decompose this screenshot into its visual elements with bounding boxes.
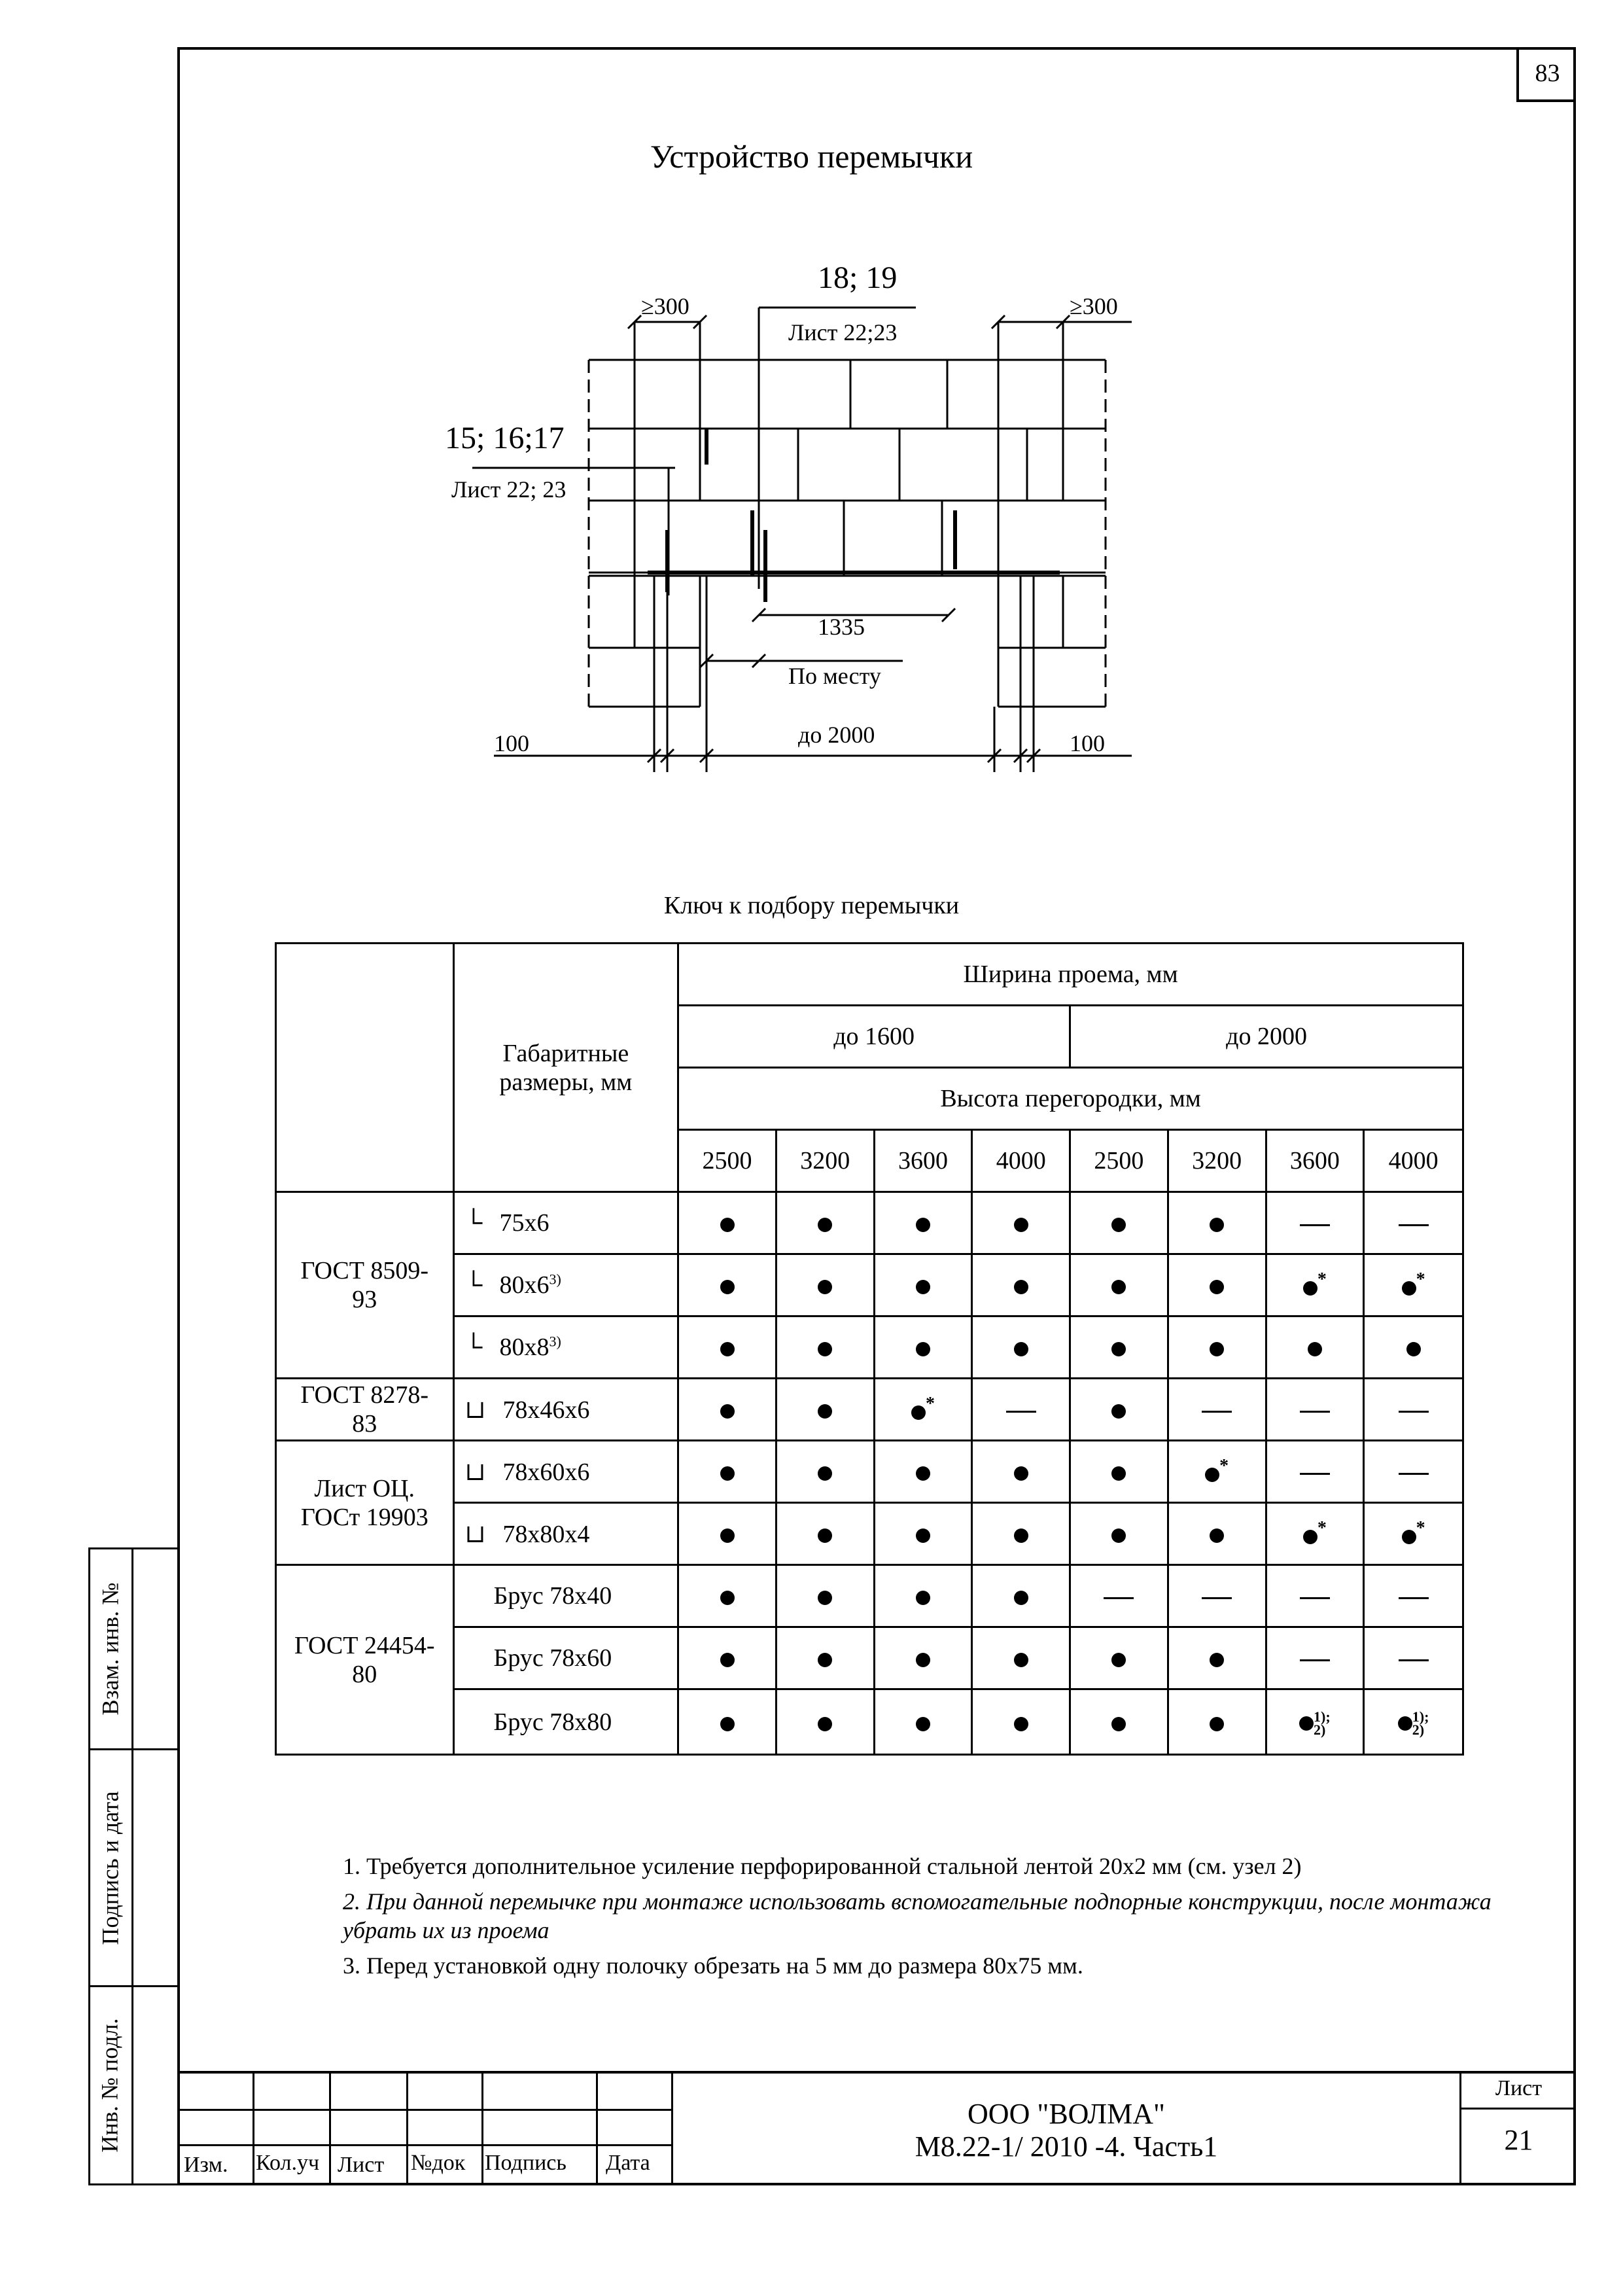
key-cell [1364, 1503, 1463, 1565]
applicable-dot [1014, 1653, 1028, 1667]
profile-label: Брус 78х60 [493, 1644, 612, 1672]
table-caption: Ключ к подбору перемычки [663, 892, 960, 919]
table-row [276, 1441, 1463, 1503]
key-cell [1266, 1441, 1364, 1503]
applicable-dot [818, 1404, 832, 1419]
applicable-dot [1014, 1528, 1028, 1543]
key-cell [1070, 1503, 1168, 1565]
profile-label: 80х6 [499, 1271, 550, 1299]
applicable-dot [720, 1528, 735, 1543]
key-cell [1168, 1316, 1266, 1379]
key-cell [1266, 1379, 1364, 1441]
angle-profile-icon: └ [464, 1209, 483, 1237]
profile-label: 78х80х4 [502, 1520, 590, 1548]
applicable-dot [1398, 1716, 1412, 1731]
channel-profile-icon: ⊔ [464, 1520, 486, 1548]
height-header: 3200 [776, 1130, 874, 1192]
height-header: 3600 [1266, 1130, 1364, 1192]
not-applicable-dash [1006, 1411, 1036, 1413]
callout-left-sheet: Лист 22; 23 [451, 476, 567, 503]
key-cell [1266, 1503, 1364, 1565]
not-applicable-dash [1202, 1597, 1232, 1599]
applicable-dot [1308, 1342, 1322, 1356]
key-cell [874, 1627, 972, 1689]
key-cell [874, 1503, 972, 1565]
asterisk-mark: * [1317, 1269, 1327, 1290]
applicable-dot [911, 1405, 926, 1420]
profile-cell [453, 1379, 678, 1441]
applicable-dot [1205, 1468, 1219, 1482]
key-cell [1266, 1627, 1364, 1689]
table-row [276, 1254, 1463, 1316]
dim-1335: 1335 [818, 614, 865, 640]
key-cell [1364, 1192, 1463, 1254]
profile-cell [453, 1254, 678, 1316]
dim-do-2000: до 2000 [798, 722, 875, 748]
key-cell [972, 1565, 1070, 1627]
key-cell [972, 1627, 1070, 1689]
applicable-dot [916, 1717, 930, 1731]
stamp-kol: Кол.уч [256, 2151, 320, 2175]
applicable-dot [916, 1528, 930, 1543]
key-cell [678, 1254, 777, 1316]
key-cell [776, 1192, 874, 1254]
profile-cell [453, 1503, 678, 1565]
applicable-dot [1111, 1653, 1126, 1667]
profile-cell [453, 1441, 678, 1503]
height-header: 4000 [972, 1130, 1070, 1192]
applicable-dot [1014, 1218, 1028, 1232]
key-cell [1070, 1192, 1168, 1254]
callout-top-sheet: Лист 22;23 [788, 319, 898, 345]
key-cell [1070, 1441, 1168, 1503]
callout-top: 18; 19 [818, 260, 898, 295]
applicable-dot [818, 1466, 832, 1481]
note-2: 2. При данной перемычке при монтаже использовать вспомогательные подпорные конструкции, после монтажа убрать их из проема [343, 1888, 1492, 1943]
stamp-sheet-label: Лист [1495, 2076, 1543, 2100]
key-cell [776, 1689, 874, 1755]
sidebar-vzam: Взам. инв. № [97, 1582, 123, 1716]
profile-footnote: 3) [549, 1271, 561, 1288]
applicable-dot [720, 1653, 735, 1667]
asterisk-mark: * [925, 1394, 935, 1415]
key-cell [1364, 1316, 1463, 1379]
asterisk-mark: * [1416, 1518, 1425, 1539]
table-body [276, 1192, 1463, 1755]
header-empty [276, 944, 454, 1192]
applicable-dot [916, 1466, 930, 1481]
applicable-dot [1014, 1280, 1028, 1294]
dim-100-right: 100 [1070, 730, 1105, 756]
applicable-dot [1402, 1281, 1416, 1296]
applicable-dot [1111, 1342, 1126, 1356]
key-cell [1266, 1254, 1364, 1316]
applicable-dot [720, 1717, 735, 1731]
key-cell [1364, 1565, 1463, 1627]
profile-footnote: 3) [549, 1333, 561, 1350]
applicable-dot [1210, 1218, 1224, 1232]
left-sidebar [88, 1547, 180, 2185]
profile-cell [453, 1316, 678, 1379]
asterisk-mark: * [1317, 1518, 1327, 1539]
applicable-dot [1014, 1717, 1028, 1731]
key-cell [972, 1689, 1070, 1755]
applicable-dot [818, 1717, 832, 1731]
applicable-dot [1303, 1530, 1318, 1544]
applicable-dot [1014, 1466, 1028, 1481]
applicable-dot [720, 1342, 735, 1356]
applicable-dot [818, 1591, 832, 1605]
applicable-dot [720, 1218, 735, 1232]
key-cell [874, 1316, 972, 1379]
table-row [276, 1565, 1463, 1627]
key-cell [874, 1565, 972, 1627]
profile-cell [453, 1565, 678, 1627]
note-3: 3. Перед установкой одну полочку обрезать на 5 мм до размера 80х75 мм. [343, 1952, 1083, 1979]
channel-profile-icon: ⊔ [464, 1458, 486, 1486]
key-cell [874, 1379, 972, 1441]
not-applicable-dash [1399, 1411, 1429, 1413]
sidebar-podpis: Подпись и дата [97, 1791, 124, 1945]
height-header: 3200 [1168, 1130, 1266, 1192]
not-applicable-dash [1300, 1597, 1330, 1599]
asterisk-mark: * [1416, 1269, 1425, 1290]
key-cell [1168, 1192, 1266, 1254]
not-applicable-dash [1399, 1597, 1429, 1599]
key-cell [1364, 1379, 1463, 1441]
applicable-dot [1210, 1342, 1224, 1356]
group-name: ГОСТ 8278-83 [276, 1379, 454, 1441]
profile-cell [453, 1627, 678, 1689]
footnote-mark [1412, 1710, 1429, 1737]
stamp-ndok: №док [411, 2151, 466, 2175]
stamp-podpis: Подпись [485, 2151, 567, 2175]
header-gabarit: Габаритные размеры, мм [453, 944, 678, 1192]
profile-label: 80х8 [499, 1333, 550, 1361]
applicable-dot [720, 1591, 735, 1605]
key-cell [1266, 1689, 1364, 1755]
height-header: 3600 [874, 1130, 972, 1192]
key-cell [1070, 1627, 1168, 1689]
applicable-dot [818, 1528, 832, 1543]
applicable-dot [1014, 1591, 1028, 1605]
applicable-dot [1111, 1280, 1126, 1294]
not-applicable-dash [1300, 1659, 1330, 1661]
applicable-dot [818, 1342, 832, 1356]
profile-cell [453, 1689, 678, 1755]
applicable-dot [916, 1218, 930, 1232]
header-height: Высота перегородки, мм [678, 1068, 1463, 1130]
height-header: 2500 [1070, 1130, 1168, 1192]
key-cell [972, 1503, 1070, 1565]
key-cell [678, 1379, 777, 1441]
dim-top-left: ≥300 [641, 293, 689, 319]
table-row [276, 1627, 1463, 1689]
key-cell [874, 1689, 972, 1755]
key-cell [1168, 1689, 1266, 1755]
table-row [276, 1316, 1463, 1379]
header-do2000: до 2000 [1070, 1006, 1463, 1068]
not-applicable-dash [1300, 1473, 1330, 1475]
key-cell [678, 1689, 777, 1755]
asterisk-mark: * [1219, 1456, 1229, 1477]
key-cell [1070, 1565, 1168, 1627]
callout-left: 15; 16;17 [445, 421, 565, 455]
key-cell [776, 1254, 874, 1316]
sidebar-inv: Инв. № подл. [97, 2018, 123, 2153]
applicable-dot [720, 1404, 735, 1419]
applicable-dot [1406, 1342, 1421, 1356]
height-header: 2500 [678, 1130, 777, 1192]
applicable-dot [1210, 1717, 1224, 1731]
key-cell [1364, 1689, 1463, 1755]
angle-profile-icon: └ [464, 1333, 483, 1361]
key-cell [1070, 1316, 1168, 1379]
table-row [276, 1379, 1463, 1441]
key-cell [776, 1627, 874, 1689]
key-cell [1168, 1565, 1266, 1627]
applicable-dot [1111, 1404, 1126, 1419]
lintel-key-table [275, 942, 1464, 1756]
key-cell [776, 1565, 874, 1627]
key-cell [678, 1192, 777, 1254]
footnote-1: 1); [1314, 1708, 1331, 1725]
group-name: Лист ОЦ. ГОСт 19903 [276, 1441, 454, 1565]
profile-label: 78х60х6 [502, 1458, 590, 1486]
lintel-drawing [419, 249, 1204, 785]
key-cell [1266, 1316, 1364, 1379]
applicable-dot [1111, 1466, 1126, 1481]
page-title: Устройство перемычки [650, 138, 973, 175]
key-cell [1266, 1565, 1364, 1627]
header-do1600: до 1600 [678, 1006, 1070, 1068]
stamp-data: Дата [606, 2151, 650, 2175]
key-cell [972, 1192, 1070, 1254]
stamp-org: ООО "ВОЛМА" [968, 2098, 1165, 2130]
key-cell [678, 1316, 777, 1379]
profile-cell [453, 1192, 678, 1254]
applicable-dot [818, 1218, 832, 1232]
stamp-list: Лист [338, 2153, 385, 2177]
applicable-dot [1210, 1653, 1224, 1667]
applicable-dot [916, 1591, 930, 1605]
applicable-dot [1014, 1342, 1028, 1356]
footnote-1: 1); [1412, 1708, 1429, 1725]
key-cell [874, 1192, 972, 1254]
channel-profile-icon: ⊔ [464, 1396, 486, 1424]
table-row [276, 1192, 1463, 1254]
key-cell [1364, 1441, 1463, 1503]
applicable-dot [916, 1280, 930, 1294]
angle-profile-icon: └ [464, 1271, 483, 1299]
footnote-2: 2) [1412, 1722, 1425, 1739]
key-cell [874, 1254, 972, 1316]
stamp-izm: Изм. [184, 2153, 228, 2177]
applicable-dot [916, 1342, 930, 1356]
profile-label: Брус 78х40 [493, 1582, 612, 1610]
applicable-dot [1210, 1528, 1224, 1543]
dim-top-right: ≥300 [1070, 293, 1118, 319]
not-applicable-dash [1104, 1597, 1134, 1599]
group-name: ГОСТ 8509-93 [276, 1192, 454, 1379]
notes [343, 1852, 1507, 1987]
title-block [177, 2071, 1576, 2185]
table-row [276, 1503, 1463, 1565]
key-cell [1070, 1689, 1168, 1755]
key-cell [972, 1316, 1070, 1379]
key-cell [678, 1503, 777, 1565]
not-applicable-dash [1399, 1473, 1429, 1475]
stamp-doc: М8.22-1/ 2010 -4. Часть1 [915, 2130, 1218, 2163]
applicable-dot [1111, 1218, 1126, 1232]
key-cell [972, 1441, 1070, 1503]
key-cell [776, 1316, 874, 1379]
applicable-dot [1210, 1280, 1224, 1294]
key-cell [678, 1627, 777, 1689]
not-applicable-dash [1202, 1411, 1232, 1413]
key-cell [1168, 1627, 1266, 1689]
profile-label: 78х46х6 [502, 1396, 590, 1424]
dim-po-mestu: По месту [788, 663, 881, 689]
profile-label: Брус 78х80 [493, 1708, 612, 1736]
key-cell [1266, 1192, 1364, 1254]
note-1: 1. Требуется дополнительное усиление перфорированной стальной лентой 20х2 мм (см. узел 2) [343, 1853, 1302, 1879]
not-applicable-dash [1399, 1659, 1429, 1661]
key-cell [678, 1441, 777, 1503]
height-header: 4000 [1364, 1130, 1463, 1192]
table-row [276, 1689, 1463, 1755]
group-name: ГОСТ 24454-80 [276, 1565, 454, 1755]
profile-label: 75х6 [499, 1209, 550, 1237]
header-width: Ширина проема, мм [678, 944, 1463, 1006]
not-applicable-dash [1399, 1224, 1429, 1226]
applicable-dot [720, 1280, 735, 1294]
applicable-dot [1299, 1716, 1314, 1731]
not-applicable-dash [1300, 1224, 1330, 1226]
applicable-dot [1111, 1717, 1126, 1731]
applicable-dot [818, 1280, 832, 1294]
key-cell [776, 1441, 874, 1503]
key-cell [874, 1441, 972, 1503]
not-applicable-dash [1300, 1411, 1330, 1413]
key-cell [1168, 1441, 1266, 1503]
key-cell [776, 1503, 874, 1565]
page-number: 83 [1516, 47, 1576, 102]
key-cell [1070, 1254, 1168, 1316]
applicable-dot [818, 1653, 832, 1667]
key-cell [1364, 1254, 1463, 1316]
key-cell [1070, 1379, 1168, 1441]
footnote-mark [1314, 1710, 1331, 1737]
key-cell [1168, 1503, 1266, 1565]
key-cell [972, 1379, 1070, 1441]
applicable-dot [1303, 1281, 1318, 1296]
stamp-sheet-no: 21 [1504, 2124, 1533, 2156]
applicable-dot [1111, 1528, 1126, 1543]
key-cell [1168, 1379, 1266, 1441]
key-cell [1364, 1627, 1463, 1689]
key-cell [1168, 1254, 1266, 1316]
applicable-dot [916, 1653, 930, 1667]
key-cell [678, 1565, 777, 1627]
dim-100-left: 100 [494, 730, 529, 756]
applicable-dot [1402, 1530, 1416, 1544]
applicable-dot [720, 1466, 735, 1481]
key-cell [972, 1254, 1070, 1316]
footnote-2: 2) [1314, 1722, 1326, 1739]
key-cell [776, 1379, 874, 1441]
